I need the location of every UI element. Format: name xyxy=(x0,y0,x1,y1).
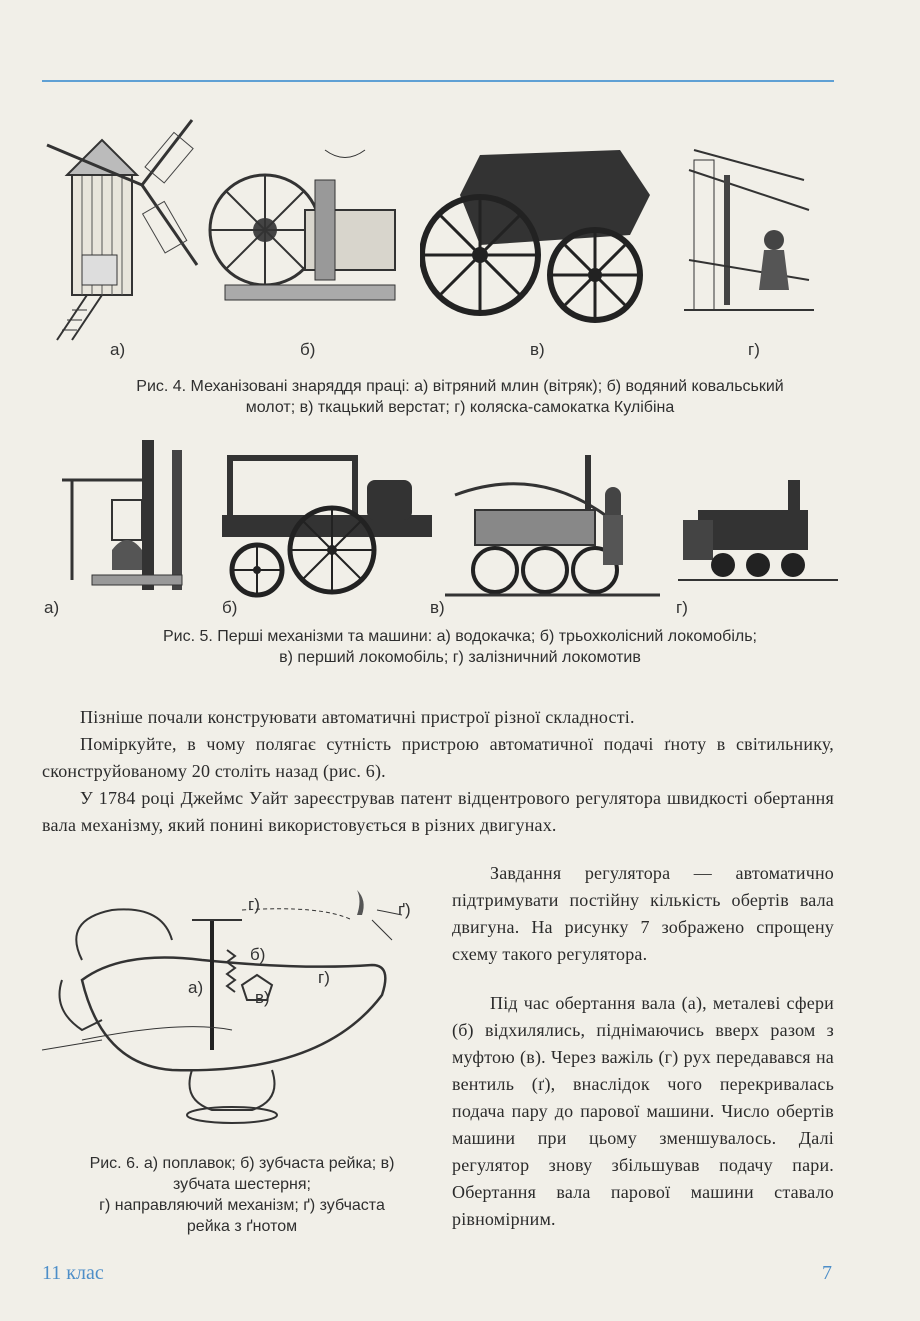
paragraph-1: Пізніше почали конструювати автоматичні пристрої різної складності. xyxy=(80,707,635,727)
paragraph-3: У 1784 році Джеймс Уайт зареєстрував патент відцентрового регулятора швидкості обертання вала механізму, який понині використовується в різних двигунах. xyxy=(42,788,834,835)
figure5-caption xyxy=(0,626,920,668)
figure6-caption-line3: г) направляючий механізм; ґ) зубчаста xyxy=(99,1197,385,1214)
header-rule xyxy=(42,80,834,82)
figure5-label-v: в) xyxy=(430,598,445,617)
figure6-label-gh: ґ) xyxy=(398,900,411,919)
figure4-caption-line1: Рис. 4. Механізовані знаряддя праці: а) вітряний млин (вітряк); б) водяний ковальський xyxy=(136,378,784,395)
footer-grade: 11 клас xyxy=(42,1262,104,1284)
figure4-loom-carriage-illustration xyxy=(420,135,670,335)
figure4-caption-line2: молот; в) ткацький верстат; г) коляска-самокатка Кулібіна xyxy=(245,399,675,416)
paragraph-5: Під час обертання вала (а), металеві сфери (б) відхилялись, піднімаючись вверх разом з муфтою (в). Через важіль (г) рух передавався на вентиль (ґ), внаслідок чого перекривалась подача пару до парової машини. Число обертів машини при цьому зменшувалось. Далі регулятор знову збільшував подачу пари. Обертання вала парової машини ставало рівномірним. xyxy=(452,993,834,1229)
figure5-label-b: б) xyxy=(222,598,238,617)
paragraph-4: Завдання регулятора — автоматично підтримувати постійну кількість обертів вала двигуна. На рисунку 7 зображено спрощену схему такого регулятора. xyxy=(452,863,834,964)
figure5-caption-line2: в) перший локомобіль; г) залізничний локомотив xyxy=(279,649,641,666)
figure4-label-g: г) xyxy=(748,340,760,359)
figure6-label-g-right: г) xyxy=(318,968,330,987)
figure6-caption xyxy=(42,1153,442,1237)
figure5-three-wheel-locomobile-illustration xyxy=(222,450,437,600)
figure6-label-g-top: г) xyxy=(248,895,260,914)
paragraph-2: Поміркуйте, в чому полягає сутність пристрою автоматичної подачі ґноту в світильнику, сконструйованому 20 століть назад (рис. 6). xyxy=(42,734,834,781)
figure4-label-a: а) xyxy=(110,340,126,359)
figure5-railway-locomotive-illustration xyxy=(678,470,838,590)
figure4-windmill-illustration xyxy=(42,115,202,345)
footer-page-number: 7 xyxy=(822,1262,832,1284)
figure5-caption-line1: Рис. 5. Перші механізми та машини: а) водокачка; б) трьохколісний локомобіль; xyxy=(163,628,757,645)
figure6-caption-line1: Рис. 6. а) поплавок; б) зубчаста рейка; в) xyxy=(89,1155,395,1172)
figure5-label-g: г) xyxy=(676,598,688,617)
figure4-kulibin-carriage-illustration xyxy=(684,140,814,320)
figure6-caption-line4: рейка з ґнотом xyxy=(186,1218,298,1235)
figure5-label-a: а) xyxy=(44,598,60,617)
figure6-oil-lamp-diagram xyxy=(42,880,442,1130)
figure4-water-hammer-illustration xyxy=(205,140,410,330)
figure6-label-b: б) xyxy=(250,945,266,964)
figure5-first-locomobile-illustration xyxy=(445,455,660,605)
figure4-label-v: в) xyxy=(530,340,545,359)
figure6-label-a: а) xyxy=(188,978,204,997)
figure5-water-pump-illustration xyxy=(52,440,202,590)
figure4-label-b: б) xyxy=(300,340,316,359)
figure6-caption-line2: зубчата шестерня; xyxy=(173,1176,311,1193)
figure6-label-v: в) xyxy=(255,988,270,1007)
figure4-caption xyxy=(0,376,920,418)
